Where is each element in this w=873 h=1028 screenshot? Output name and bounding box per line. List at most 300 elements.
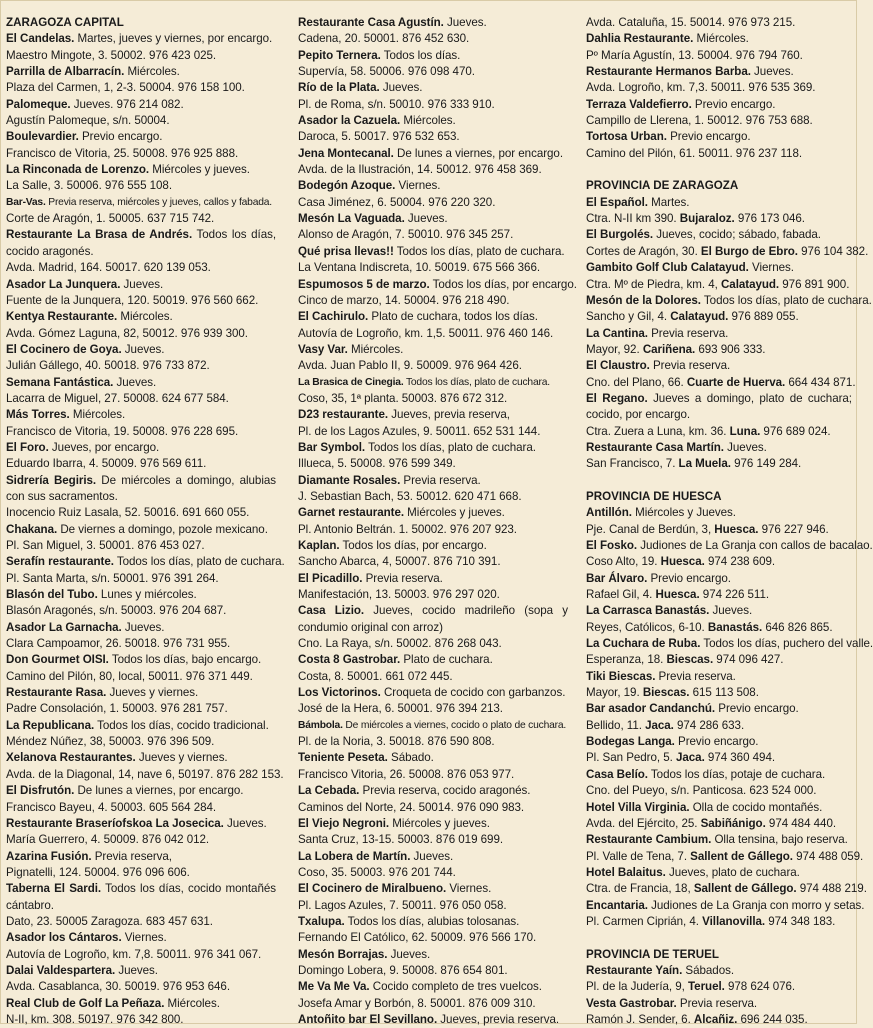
address-line [586,375,856,391]
listing-column-2 [298,15,577,1028]
restaurant-entry-line [586,800,852,816]
text-span: 976 227 946. [758,522,829,536]
restaurant-entry-line [298,375,568,391]
text-span: Jueves. [121,342,165,356]
bold-text: Sallent de Gállego. [690,849,793,863]
restaurant-entry-line [6,97,276,113]
restaurant-entry-line [298,538,568,554]
text-span: Avda. de la Diagonal, 14, nave 6, 50197. 876 282 153. [6,767,284,781]
bold-text: Diamante Rosales. [298,473,401,487]
address-line [6,538,276,554]
bold-text: Me Va Me Va. [298,980,370,994]
bold-text: El Cachirulo. [298,310,369,324]
address-line [298,391,568,407]
bold-text: Encantaria. [586,898,648,912]
text-span: Esperanza, 18. [586,653,667,667]
address-line [298,129,568,145]
bold-text: Asador la Cazuela. [298,114,401,128]
text-span: Previa reserva, [91,849,172,863]
text-span: Jueves. [379,81,423,95]
restaurant-entry-line [298,571,568,587]
restaurant-entry-line [298,146,568,162]
restaurant-entry-line [6,718,276,734]
text-span: Todos los días, plato de cuchara. [113,555,285,569]
restaurant-entry-line [298,178,568,194]
address-line [298,260,568,276]
address-line [586,554,852,570]
text-span: Avda. del Ejército, 25. [586,816,701,830]
restaurant-entry-line [298,603,568,636]
text-span: Jueves, por encargo. [48,440,160,454]
restaurant-entry-line [6,849,276,865]
text-span: Cno. del Plano, 66. [586,375,687,389]
text-span: Francisco Bayeu, 4. 50003. 605 564 284. [6,800,217,814]
bold-text: Teniente Peseta. [298,751,388,765]
address-line [586,1012,852,1028]
text-span: 974 096 427. [713,653,784,667]
text-span: 664 434 871. [785,375,856,389]
text-span: Miércoles y Jueves. [631,506,736,520]
address-line [6,358,276,374]
text-span: Martes. [647,195,690,209]
text-span: Jueves. [120,277,164,291]
bold-text: La Republicana. [6,718,95,732]
bold-text: Río de la Plata. [298,81,380,95]
restaurant-entry-line [298,783,568,799]
text-span: Sancho Abarca, 4, 50007. 876 710 391. [298,555,501,569]
bold-text: Kaplan. [298,539,340,552]
text-span: Todos los días, plato de cuchara. [700,293,872,307]
bold-text: La Cantina. [586,326,648,340]
text-span: Miércoles. [164,996,220,1010]
bold-text: Hotel Balaitus. [586,865,666,879]
bold-text: Pepito Ternera. [298,48,381,62]
bold-text: D23 restaurante. [298,408,389,422]
text-span: Miércoles. [400,114,456,128]
section-heading: PROVINCIA DE HUESCA [586,489,722,503]
text-span: Supervía, 58. 50006. 976 098 470. [298,65,475,79]
section-heading: ZARAGOZA CAPITAL [6,16,124,29]
text-span: Santa Cruz, 13-15. 50003. 876 019 699. [298,833,504,847]
bold-text: Dahlia Restaurante. [586,32,694,46]
text-span: 974 286 633. [673,718,745,732]
text-span: Miércoles y jueves. [389,816,490,830]
address-line [586,309,852,325]
address-line [6,800,276,816]
text-span: Josefa Amar y Borbón, 8. 50001. 876 009 310. [298,996,536,1010]
bold-text: Hotel Villa Virginia. [586,800,690,814]
bold-text: Vasy Var. [298,342,348,356]
text-span: Previa reserva. [362,571,443,585]
address-line [6,456,276,472]
address-line [298,587,568,603]
listing-column-3 [586,15,873,1028]
restaurant-entry-line [298,1012,568,1028]
restaurant-entry-line [586,832,852,848]
bold-text: Costa 8 Gastrobar. [298,653,401,667]
bold-text: Jaca. [645,718,674,732]
address-line [586,652,852,668]
restaurant-entry-line [586,996,852,1012]
text-span: Cortes de Aragón, 30. [586,244,701,258]
text-span: Previo encargo. [674,735,759,749]
address-line [298,326,568,342]
restaurant-entry-line [298,881,568,897]
text-span: De miércoles a viernes, cocido o plato de cuchara. [342,719,567,731]
bold-text: Restaurante Cambium. [586,833,712,847]
text-span: 974 348 183. [765,914,836,928]
address-line [298,358,568,374]
bold-text: Casa Lizio. [298,604,365,618]
bold-text: El Burgo de Ebro. [700,244,798,258]
text-span: Ctra. N-II km 390. [586,212,680,226]
text-span: Todos los días, alubias tolosanas. [344,914,520,928]
bold-text: Jaca. [675,751,705,765]
bold-text: Cuarte de Huerva. [686,375,786,389]
text-span: Fuente de la Junquera, 120. 50019. 976 560 662. [6,293,259,307]
restaurant-entry-line [298,816,568,832]
bold-text: Bámbola. [298,719,343,731]
text-span: Avda. Logroño, km. 7,3. 50011. 976 535 369. [586,81,816,95]
text-span: Todos los días, por encargo. [339,539,487,552]
address-line [298,489,568,505]
text-span: N-II, km. 308. 50197. 976 342 800. [6,1012,184,1026]
text-span: Inocencio Ruiz Lasala, 52. 50016. 691 660 055. [6,506,250,520]
text-span: Bellido, 11. [586,718,646,732]
bold-text: Huesca. [655,588,700,602]
address-line [298,832,568,848]
bold-text: La Cebada. [298,784,360,798]
text-span: Pje. Canal de Berdún, 3, [586,522,715,536]
address-line [298,963,568,979]
bold-text: La Cuchara de Ruba. [586,637,701,651]
restaurant-entry-line [298,48,568,64]
text-span: Dato, 23. 50005 Zaragoza. 683 457 631. [6,914,213,928]
restaurant-entry-line [298,505,568,521]
restaurant-entry-line [586,865,852,881]
text-span: María Guerrero, 4. 50009. 876 042 012. [6,833,210,847]
text-span: Olla tensina, bajo reserva. [711,833,848,847]
text-span: Sancho y Gil, 4. [586,310,671,324]
text-span: Todos los días, potaje de cuchara. [647,767,826,781]
listing-column-1 [6,15,285,1028]
bold-text: Restaurante La Brasa de Andrés. [6,228,193,242]
restaurant-entry-line [6,587,276,603]
bold-text: El Disfrutón. [6,784,75,798]
restaurant-entry-line [298,473,568,489]
bold-text: Biescas. [666,653,714,667]
address-line [586,783,852,799]
address-line [586,881,867,897]
restaurant-entry-line [586,326,852,342]
bold-text: Bodegas Langa. [586,735,675,749]
text-span: Previa reserva, cocido aragonés. [359,784,531,798]
text-span: Ctra. Zuera a Luna, km. 36. [586,424,730,438]
bold-text: Asador La Garnacha. [6,620,122,634]
bold-text: El Cocinero de Miralbueno. [298,882,447,896]
restaurant-entry-line [298,947,568,963]
text-span: Jueves y viernes. [106,686,199,700]
address-line [298,522,568,538]
restaurant-entry-line [6,963,276,979]
bold-text: Terraza Valdefierro. [586,97,692,111]
text-span: 976 891 900. [779,277,850,291]
text-span: Mayor, 92. [586,342,643,356]
bold-text: Mesón Borrajas. [298,947,388,961]
text-span: Pl. Antonio Beltrán. 1. 50002. 976 207 923. [298,522,517,536]
text-span: Pl. Valle de Tena, 7. [586,849,691,863]
bold-text: Qué prisa llevas!! [298,244,394,258]
bold-text: Taberna El Sardi. [6,882,102,896]
restaurant-entry-line [298,407,568,423]
restaurant-entry-line [6,162,276,178]
address-line [6,260,276,276]
address-line [6,80,276,96]
restaurant-entry-line [298,685,568,701]
bold-text: Restaurante Braseríofskoa La Josecica. [6,816,224,830]
bold-text: Calatayud. [720,277,780,291]
text-span: Olla de cocido montañés. [689,800,823,814]
restaurant-entry-line [6,195,276,211]
text-span: Ctra. Mº de Piedra, km. 4, [586,277,721,291]
bold-text: Asador los Cántaros. [6,931,122,945]
text-span: Jueves. [223,816,267,830]
address-line [298,195,568,211]
address-line [6,636,276,652]
text-span: Padre Consolación, 1. 50003. 976 281 757. [6,702,228,716]
restaurant-entry-line [586,505,852,521]
bold-text: El Español. [586,195,648,209]
text-span: Previa reserva. [676,996,758,1010]
restaurant-entry-line [586,227,852,243]
text-span: Todos los días, bajo encargo. [108,653,262,667]
address-line [586,80,852,96]
text-span: 976 149 284. [730,457,802,471]
bold-text: Tiki Biescas. [586,669,656,683]
text-span: Jueves, previa reserva. [437,1012,560,1026]
bold-text: Restaurante Casa Martín. [586,440,724,454]
text-span: Jueves y viernes. [135,751,228,765]
address-line [6,293,276,309]
restaurant-entry-line [586,898,865,914]
address-line [298,898,568,914]
restaurant-entry-line [586,97,852,113]
restaurant-entry-line [6,652,276,668]
bold-text: Huesca. [660,555,705,569]
bold-text: Calatayud. [670,310,729,324]
text-span: De miércoles a domingo, alubias con sus sacramentos. [6,473,276,503]
text-span: Jueves. 976 214 082. [70,97,184,111]
text-span: Pl. Santa Marta, s/n. 50001. 976 391 264. [6,571,219,585]
section-heading: PROVINCIA DE ZARAGOZA [586,179,739,193]
restaurant-entry-line [6,227,276,260]
text-span: Reyes, Católicos, 6-10. [586,620,708,634]
text-span: Jueves. [121,620,165,634]
address-line [586,620,852,636]
bold-text: Restaurante Yaín. [586,963,683,977]
text-span: Previa reserva. [655,669,736,683]
bold-text: El Candelas. [6,32,75,46]
address-line [586,211,852,227]
text-span: Jueves, previa reserva, [388,408,510,422]
text-span: Miércoles. [124,65,180,79]
bold-text: Palomeque. [6,97,71,111]
text-span: Jueves. [387,947,431,961]
text-span: José de la Hera, 6. 50001. 976 394 213. [298,702,503,716]
address-line [6,832,276,848]
address-line [6,767,284,783]
bold-text: Gambito Golf Club Calatayud. [586,261,749,275]
address-line [6,865,276,881]
address-line [586,342,852,358]
bold-text: Serafín restaurante. [6,555,114,569]
text-span: Daroca, 5. 50017. 976 532 653. [298,130,460,144]
bold-text: Mesón de la Dolores. [586,293,701,307]
text-span: Previa reserva. [649,359,731,373]
text-span: Previa reserva, miércoles y jueves, callos y fabada. [45,196,272,208]
text-span: De lunes a viernes, por encargo. [74,784,244,798]
text-span: Viernes. [748,261,794,275]
text-span: 974 226 511. [699,588,770,602]
restaurant-entry-line [6,375,276,391]
address-line [6,178,276,194]
text-span: Plato de cuchara. [400,653,493,667]
text-span: Coso Alto, 19. [586,555,661,569]
bold-text: El Cocinero de Goya. [6,342,122,356]
text-span: Autovía de Logroño, km. 7,8. 50011. 976 341 067. [6,947,262,961]
bold-text: Bar asador Candanchú. [586,702,716,716]
restaurant-entry-line [298,113,568,129]
text-span: Previa reserva. [400,473,481,487]
text-span: 974 360 494. [704,751,776,765]
text-span: La Ventana Indiscreta, 10. 50019. 675 566 366. [298,261,541,275]
text-span: Jueves, cocido madrileño (sopa y condumio original con arroz) [298,604,568,634]
text-span: Manifestación, 13. 50003. 976 297 020. [298,588,500,602]
restaurant-entry-line [298,309,568,325]
address-line [586,15,852,31]
bold-text: Jena Montecanal. [298,146,394,160]
text-span: J. Sebastian Bach, 53. 50012. 620 471 668. [298,489,522,503]
restaurant-entry-line [586,963,852,979]
address-line [298,293,568,309]
address-line [586,48,852,64]
restaurant-entry-line [586,603,852,619]
restaurant-entry-line [586,767,852,783]
restaurant-entry-line [6,342,276,358]
text-span: Pl. Carmen Ciprián, 4. [586,914,703,928]
bold-text: La Lobera de Martín. [298,849,411,863]
restaurant-entry-line [586,64,852,80]
bold-text: Casa Belío. [586,767,648,781]
bold-text: El Fosko. [586,539,638,552]
text-span: De lunes a viernes, por encargo. [393,146,563,160]
section-heading: PROVINCIA DE TERUEL [586,947,719,961]
bold-text: Sidrería Begiris. [6,473,97,487]
text-span: Francisco de Vitoria, 25. 50008. 976 925 888. [6,146,239,160]
restaurant-entry-line [6,750,276,766]
address-line [6,734,276,750]
bold-text: El Picadillo. [298,571,363,585]
address-line [298,227,568,243]
restaurant-entry-line [586,571,852,587]
text-span: 976 689 024. [760,424,831,438]
text-span: Jueves a domingo, plato de cuchara; cocido, por encargo. [586,391,852,422]
address-line [6,914,276,930]
text-span: Plato de cuchara, todos los días. [368,310,538,324]
text-span: Cinco de marzo, 14. 50004. 976 218 490. [298,293,510,307]
address-line [298,97,568,113]
text-span: Todos los días, cocido tradicional. [94,718,269,732]
text-span: Pl. San Miguel, 3. 50001. 876 453 027. [6,539,205,552]
text-span: 646 826 865. [762,620,833,634]
restaurant-entry-line [6,816,276,832]
bold-text: Villanovilla. [702,914,766,928]
address-line [6,947,276,963]
bold-text: Huesca. [714,522,759,536]
bold-text: El Foro. [6,440,49,454]
text-span: Avda. Casablanca, 30. 50019. 976 953 646. [6,980,230,994]
text-span: Cno. La Raya, s/n. 50002. 876 268 043. [298,637,502,651]
restaurant-entry-line [298,979,568,995]
restaurant-entry-line [298,652,568,668]
text-span: 615 113 508. [689,686,759,700]
bold-text: El Regano. [586,391,648,405]
bold-text: Luna. [729,424,761,438]
restaurant-entry-line [6,522,276,538]
text-span: 974 238 609. [704,555,776,569]
text-span: Previo encargo. [691,97,776,111]
text-span: Pl. de la Judería, 9, [586,980,689,994]
address-line [6,211,276,227]
text-span: Pº María Agustín, 13. 50004. 976 794 760. [586,48,803,62]
bold-text: Más Torres. [6,408,70,422]
bold-text: La Rinconada de Lorenzo. [6,163,150,177]
text-span: Fernando El Católico, 62. 50009. 976 566 170. [298,931,537,945]
bold-text: Semana Fantástica. [6,375,114,389]
restaurant-entry-line [586,358,852,374]
text-span: Camino del Pilón, 80, local, 50011. 976 371 449. [6,669,253,683]
restaurant-entry-line [298,750,568,766]
bold-text: Azarina Fusión. [6,849,92,863]
address-line [298,162,568,178]
bold-text: Restaurante Casa Agustín. [298,16,444,29]
address-line [586,456,852,472]
text-span: Todos los días. [380,48,461,62]
text-span: Francisco de Vitoria, 19. 50008. 976 228 695. [6,424,239,438]
text-span: Ramón J. Sender, 6. [586,1012,694,1026]
bold-text: Antillón. [586,506,632,520]
text-span: Avda. de la Ilustración, 14. 50012. 976 458 369. [298,163,542,177]
text-span: Sábado. [387,751,434,765]
bold-text: Kentya Restaurante. [6,310,118,324]
address-line [6,505,276,521]
bold-text: Sabiñánigo. [700,816,766,830]
bold-text: Teruel. [688,980,725,994]
text-span: 696 244 035. [737,1012,808,1026]
address-line [586,816,852,832]
text-span: Pl. de los Lagos Azules, 9. 50011. 652 531 144. [298,424,541,438]
text-span: La Salle, 3. 50006. 976 555 108. [6,179,173,193]
text-span: Campillo de Llerena, 1. 50012. 976 753 688. [586,114,813,128]
text-span: Francisco Vitoria, 26. 50008. 876 053 977. [298,767,515,781]
text-span: Miércoles. [69,408,126,422]
bold-text: Espumosos 5 de marzo. [298,277,430,291]
restaurant-entry-line [6,129,276,145]
restaurant-entry-line [586,701,852,717]
address-line [586,244,869,260]
text-span: Clara Campoamor, 26. 50018. 976 731 955. [6,637,231,651]
text-span: Jueves. [113,375,157,389]
